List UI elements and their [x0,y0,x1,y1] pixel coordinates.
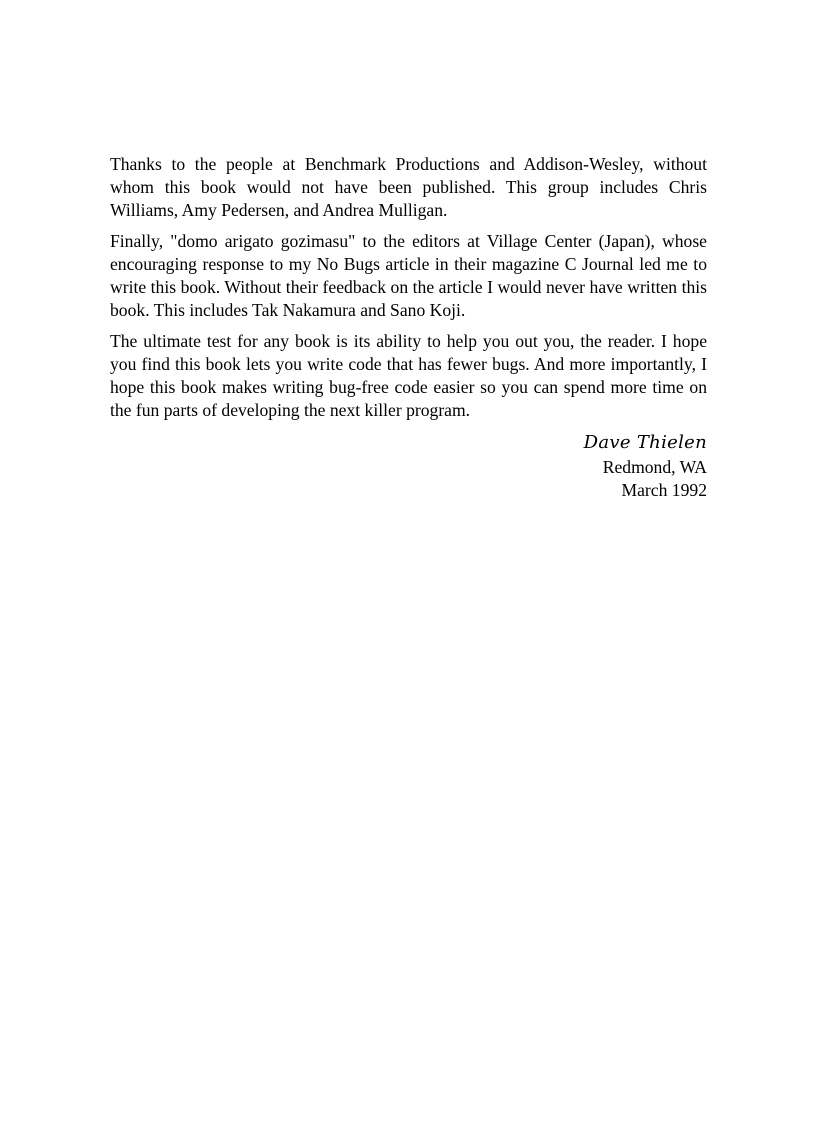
closing-paragraph: The ultimate test for any book is its ability to help you out you, the reader. I hope you find this book lets you write code that has fewer bugs. And more importantly, I hope this book makes writing bug-free code easier so you can spend more time on the fun parts of developing the next killer program. [110,331,707,420]
acknowledgment-paragraph: Finally, "domo arigato gozimasu" to the editors at Village Center (Japan), whose encouraging response to my No Bugs article in their magazine C Journal led me to write this book. Without their feedback on the article I would never have written this book. This includes Tak Nakamura and Sano Koji. [110,231,707,320]
author-signature: Dave Thielen [583,432,707,453]
author-location: Redmond, WA [602,457,707,477]
signature-block [110,430,707,502]
document-page [110,153,707,502]
signature-date: March 1992 [621,480,707,500]
acknowledgment-paragraph: Thanks to the people at Benchmark Productions and Addison-Wesley, without whom this book would not have been published. This group includes Chris Williams, Amy Pedersen, and Andrea Mulligan. [110,154,707,220]
